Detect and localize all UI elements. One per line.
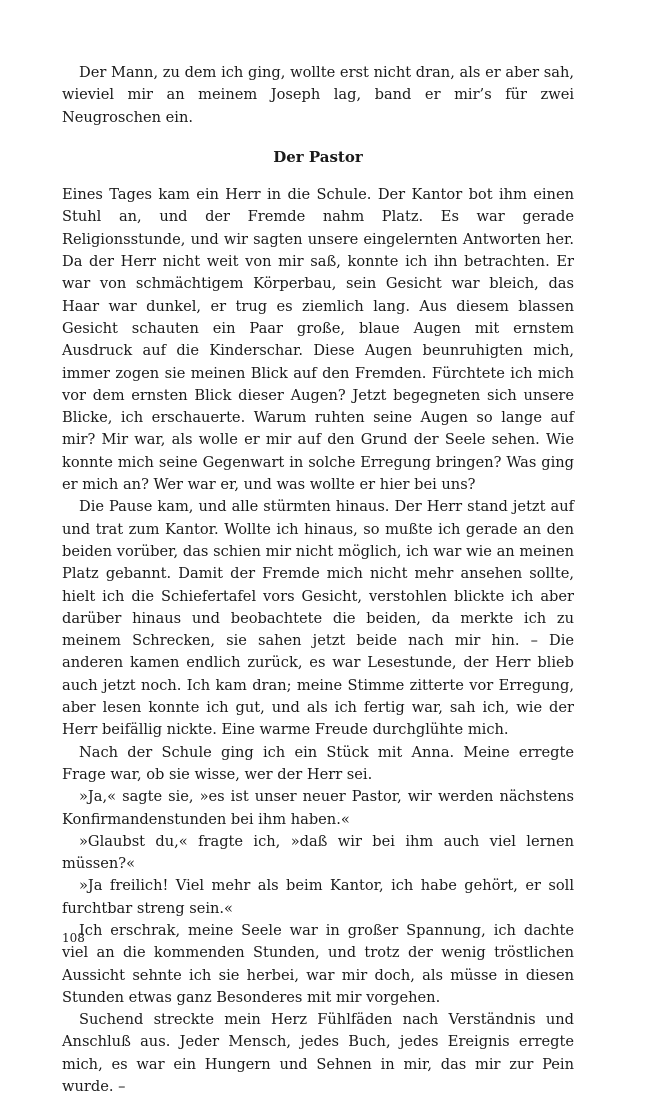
paragraph-3: Nach der Schule ging ich ein Stück mit Anna. Meine erregte Frage war, ob sie wisse, wer der Herr sei.	[62, 743, 574, 783]
paragraph-1: Eines Tages kam ein Herr in die Schule. Der Kantor bot ihm einen Stuhl an, und der Fremde nahm Platz. Es war gerade Religionsstunde, und wir sagten unsere eingelernten Antworten her. Da der Herr nicht weit von mir saß, konnte ich ihn betrachten. Er war von schmächtigem Körperbau, sein Gesicht war bleich, das Haar war dunkel, er trug es ziemlich lang. Aus diesem blassen Gesicht schauten ein Paar große, blaue Augen mit ernstem Ausdruck auf die Kinderschar. Diese Augen beunruhigten mich, immer zogen sie meinen Blick auf den Fremden. Fürchtete ich mich vor dem ernsten Blick dieser Augen? Jetzt begegneten sich unsere Blicke, ich erschauerte. Warum ruhten seine Augen so lange auf mir? Mir war, als wolle er mir auf den Grund der Seele sehen. Wie konnte mich seine Gegenwart in solche Erregung bringen? Was ging er mich an? Wer war er, und was wollte er hier bei uns?	[62, 186, 574, 494]
paragraph-5: »Glaubst du,« fragte ich, »daß wir bei ihm auch viel lernen müssen?«	[62, 832, 574, 873]
paragraph-4: »Ja,« sagte sie, »es ist unser neuer Pastor, wir werden nächstens Konfirmandenstunden bei ihm haben.«	[62, 788, 574, 828]
paragraph-2: Die Pause kam, und alle stürmten hinaus. Der Herr stand jetzt auf und trat zum Kantor. Wollte ich hinaus, so mußte ich gerade an den beiden vorüber, das schien mir nicht möglich, ich war wie an meinen Platz gebannt. Damit der Fremde mich nicht mehr ansehen sollte, hielt ich die Schiefertafel vors Gesicht, verstohlen blickte ich aber darüber hinaus und beobachtete die beiden, da merkte ich zu meinem Schrecken, sie sahen jetzt beide nach mir hin. – Die anderen kamen endlich zurück, es war Lesestunde, der Herr blieb auch jetzt noch. Ich kam dran; meine Stimme zitterte vor Erregung, aber lesen konnte ich gut, und als ich fertig war, sah ich, wie der Herr beifällig nickte. Eine warme Freude durchglühte mich.	[62, 498, 574, 739]
section-title: Der Pastor	[273, 147, 363, 166]
paragraph-7: Ich erschrak, meine Seele war in großer Spannung, ich dachte viel an die kommenden Stunden, und trotz der wenig tröstlichen Aussicht sehnte ich sie herbei, war mir doch, als müsse in diesen Stunden etwas ganz Besonderes mit mir vorgehen.	[62, 921, 574, 1006]
page-text-block	[62, 62, 574, 1098]
paragraph-6: »Ja freilich! Viel mehr als beim Kantor, ich habe gehört, er soll furchtbar streng sein.«	[62, 877, 574, 917]
intro-paragraph: Der Mann, zu dem ich ging, wollte erst nicht dran, als er aber sah, wieviel mir an meinem Joseph lag, band er mir’s für zwei Neugroschen ein.	[62, 64, 574, 126]
page-number: 108	[62, 931, 85, 945]
paragraph-8: Suchend streckte mein Herz Fühlfäden nach Verständnis und Anschluß aus. Jeder Mensch, jedes Buch, jedes Ereignis erregte mich, es war ein Hungern und Sehnen in mir, das mir zur Pein wurde. –	[62, 1011, 574, 1096]
